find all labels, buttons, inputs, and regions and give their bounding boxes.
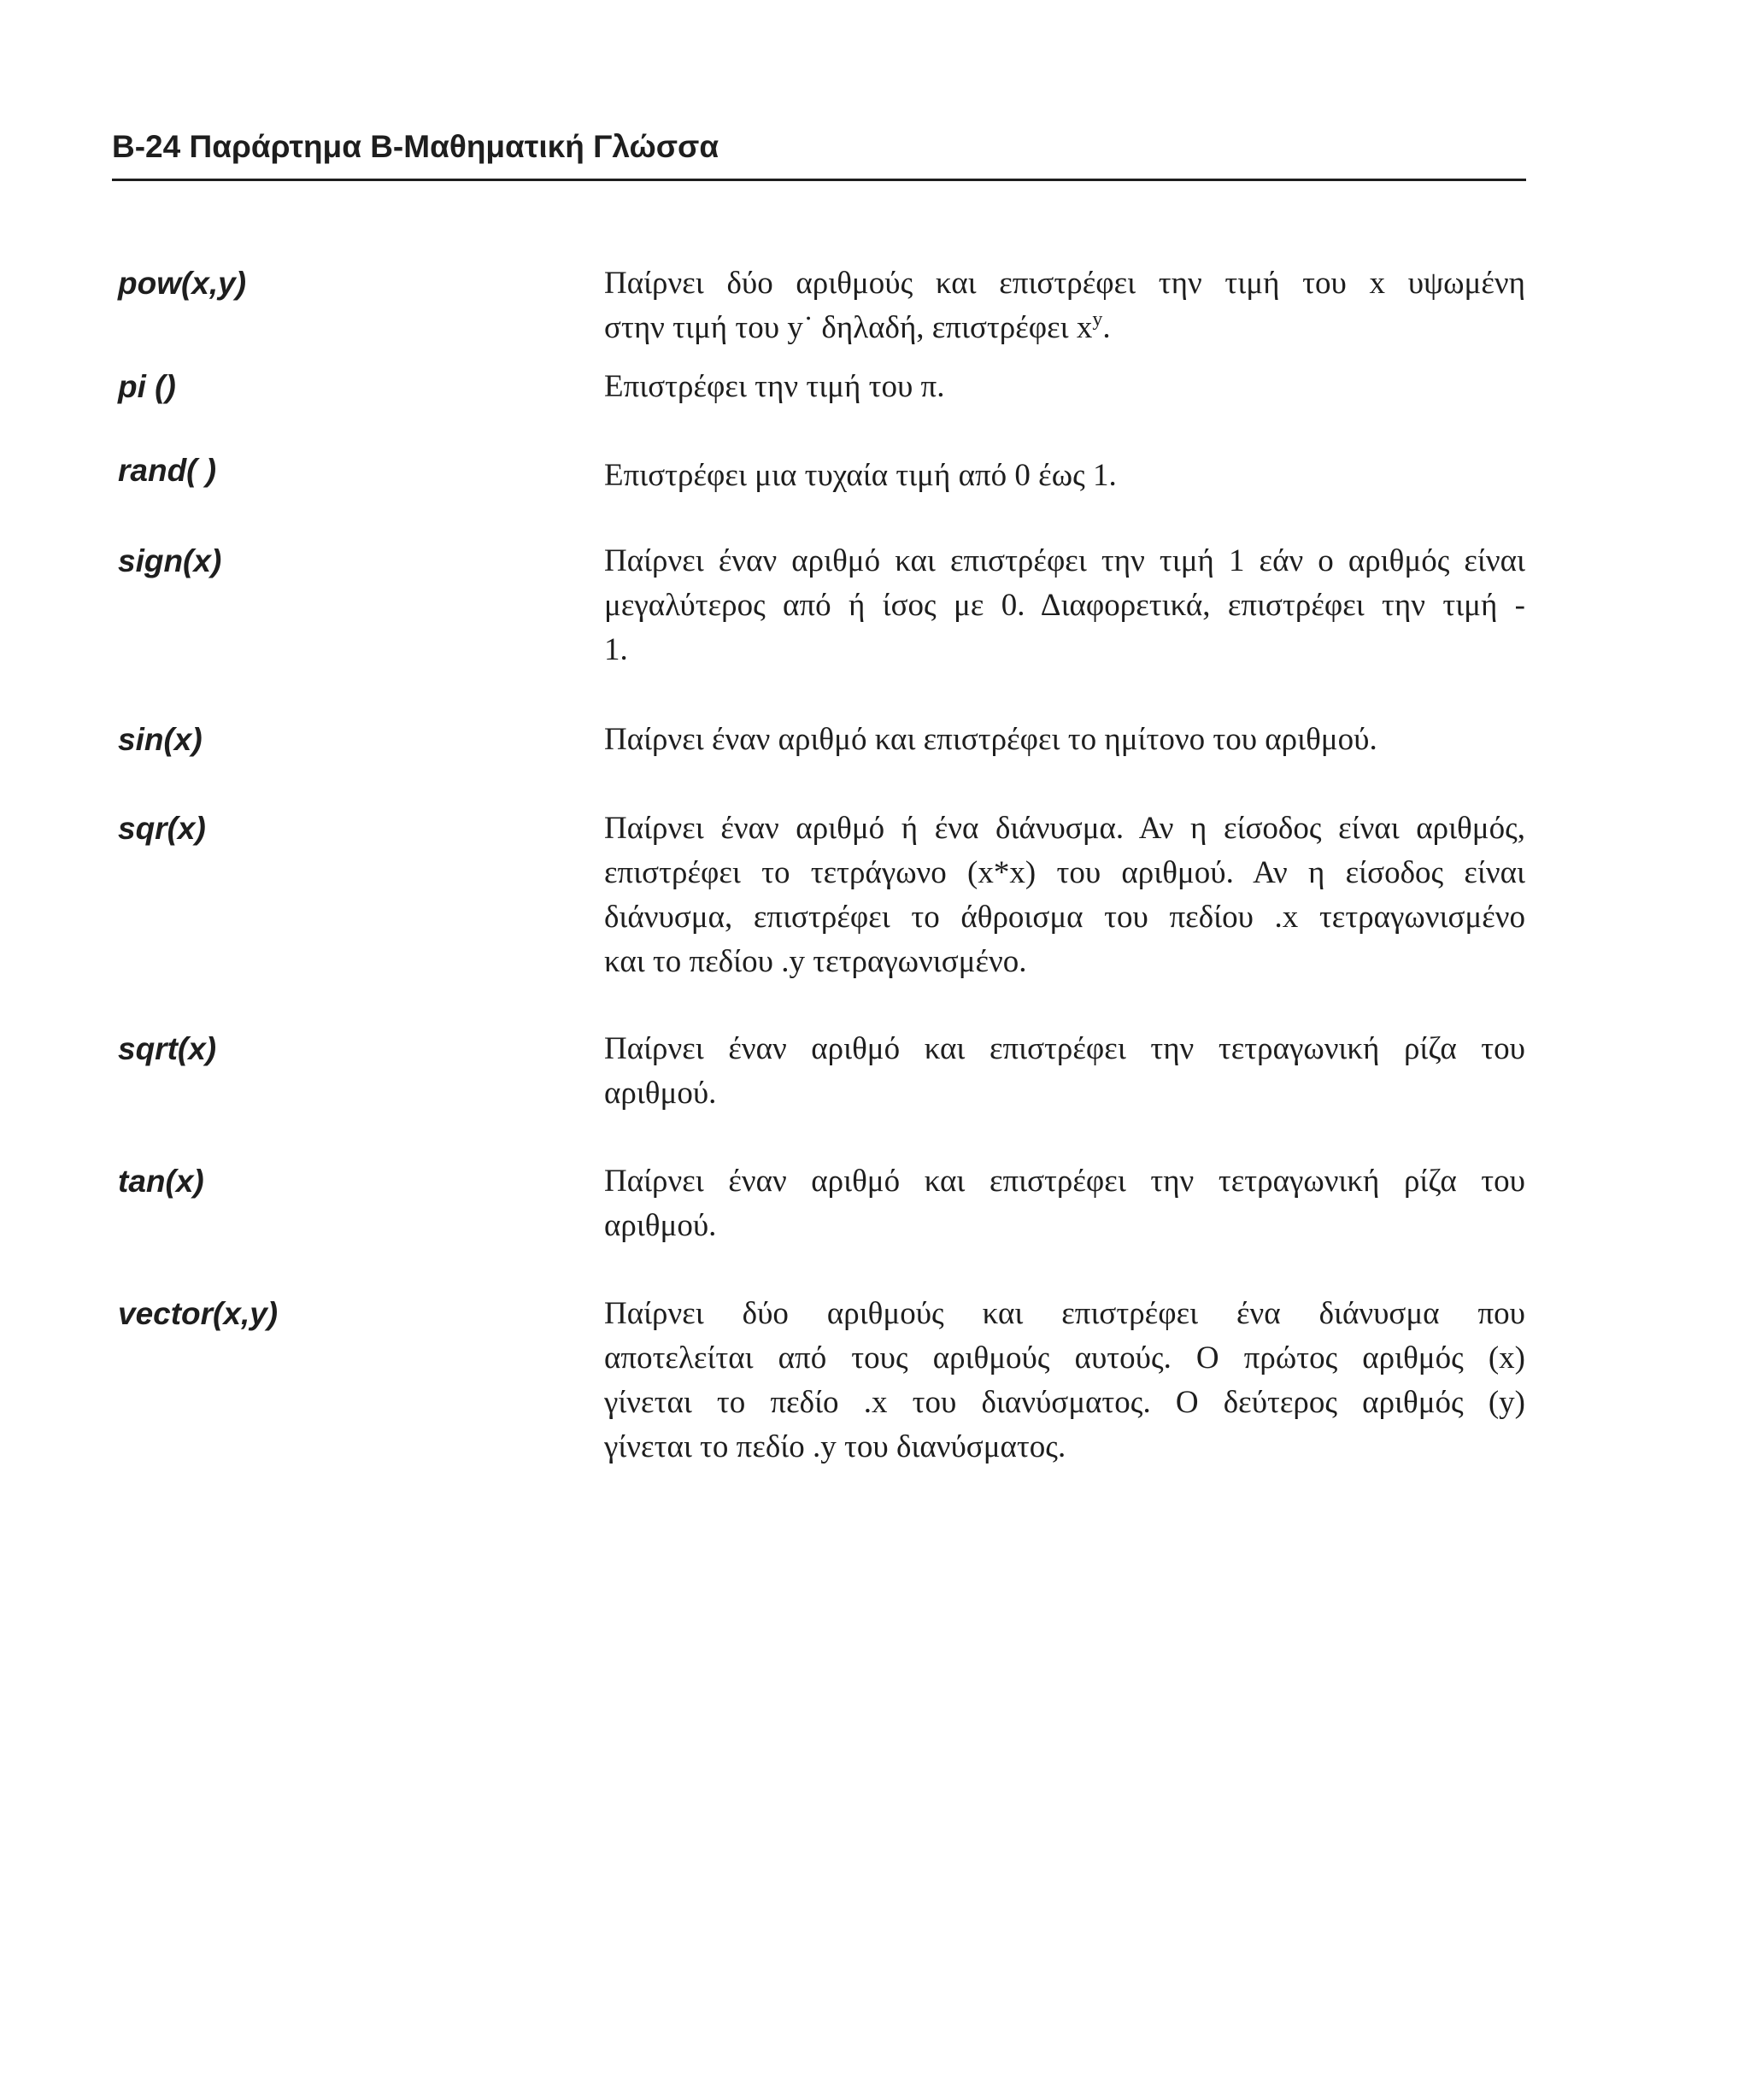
function-description xyxy=(604,365,1525,409)
function-name: sqrt(x) xyxy=(118,1031,217,1066)
superscript: y xyxy=(1092,308,1103,331)
function-description xyxy=(604,807,1525,984)
function-description xyxy=(604,718,1525,762)
description-line: Παίρνει έναν αριθμό και επιστρέφει το ημίτονο του αριθμού. xyxy=(604,722,1377,757)
function-name: rand( ) xyxy=(118,453,217,488)
function-name: sin(x) xyxy=(118,722,203,757)
function-name: pi () xyxy=(118,369,176,404)
description-line: Παίρνει δύο αριθμούς και επιστρέφει την τιμή του x υψωμένη xyxy=(604,266,1525,301)
function-description xyxy=(604,1027,1525,1116)
description-line: και το πεδίου .y τετραγωνισμένο. xyxy=(604,944,1027,979)
description-line xyxy=(604,306,1525,350)
page-title: B-24 Παράρτημα B-Μαθηματική Γλώσσα xyxy=(112,129,719,164)
function-name: vector(x,y) xyxy=(118,1296,279,1331)
description-line: αποτελείται από τους αριθμούς αυτούς. Ο πρώτος αριθμός (x) xyxy=(604,1340,1525,1376)
description-line: μεγαλύτερος από ή ίσος με 0. Διαφορετικά, επιστρέφει την τιμή - xyxy=(604,588,1525,623)
description-line: Παίρνει έναν αριθμό και επιστρέφει την τετραγωνική ρίζα του xyxy=(604,1031,1525,1066)
function-name: tan(x) xyxy=(118,1164,204,1199)
description-line: γίνεται το πεδίο .y του διανύσματος. xyxy=(604,1429,1066,1464)
function-description xyxy=(604,1292,1525,1469)
page-header xyxy=(112,126,1526,181)
function-description xyxy=(604,261,1525,350)
function-name: sqr(x) xyxy=(118,811,206,846)
function-description xyxy=(604,454,1525,498)
description-line: αριθμού. xyxy=(604,1076,717,1111)
description-line: γίνεται το πεδίο .x του διανύσματος. Ο δεύτερος αριθμός (y) xyxy=(604,1385,1525,1420)
description-line: διάνυσμα, επιστρέφει το άθροισμα του πεδίου .x τετραγωνισμένο xyxy=(604,900,1525,935)
description-line: Παίρνει έναν αριθμό και επιστρέφει την τετραγωνική ρίζα του xyxy=(604,1164,1525,1199)
description-line: Παίρνει έναν αριθμό ή ένα διάνυσμα. Αν η είσοδος είναι αριθμός, xyxy=(604,811,1525,846)
function-name: sign(x) xyxy=(118,543,222,578)
description-text: στην τιμή του y˙ δηλαδή, επιστρέφει x xyxy=(604,310,1093,345)
description-line: Επιστρέφει μια τυχαία τιμή από 0 έως 1. xyxy=(604,458,1117,493)
description-line: αριθμού. xyxy=(604,1208,717,1243)
description-line: Επιστρέφει την τιμή του π. xyxy=(604,369,945,404)
function-name: pow(x,y) xyxy=(118,266,247,301)
function-description xyxy=(604,539,1525,672)
description-line: Παίρνει έναν αριθμό και επιστρέφει την τιμή 1 εάν ο αριθμός είναι xyxy=(604,543,1525,578)
description-line: επιστρέφει το τετράγωνο (x*x) του αριθμού. Αν η είσοδος είναι xyxy=(604,855,1525,890)
description-text: . xyxy=(1102,310,1111,345)
description-line: 1. xyxy=(604,632,628,667)
function-description xyxy=(604,1159,1525,1248)
description-line: Παίρνει δύο αριθμούς και επιστρέφει ένα διάνυσμα που xyxy=(604,1296,1525,1331)
